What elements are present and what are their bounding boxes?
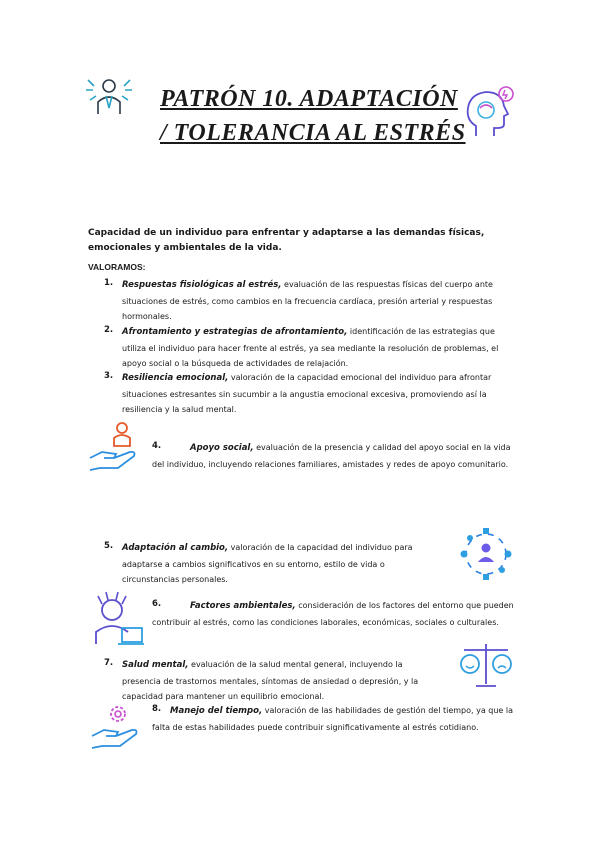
item-heading: Factores ambientales, [190, 601, 296, 611]
item-text: valoración de la capacidad emocional del individuo para afrontar situaciones estresantes sin sucumbir a la angustia emocional excesiva, promoviendo así la resiliencia y la salud mental. [122, 373, 492, 414]
item-number: 8. [152, 704, 162, 714]
stressed-worker-icon [86, 588, 146, 646]
item-text: evaluación de la salud mental general, incluyendo la presencia de trastornos mentales, síntomas de ansiedad o depresión, y la capacidad para mantener un equilibrio emocional. [122, 660, 419, 701]
list-item [122, 324, 514, 372]
item-number: 3. [104, 371, 114, 381]
item-text: valoración de las habilidades de gestión del tiempo, ya que la falta de estas habilidades puede contribuir significativamente al estrés cotidiano. [152, 706, 514, 732]
people-network-icon [456, 524, 516, 584]
list-item [122, 540, 432, 588]
item-heading: Adaptación al cambio, [122, 543, 229, 553]
hand-gear-time-icon [88, 702, 148, 750]
item-number: 2. [104, 325, 114, 335]
item-text: consideración de los factores del entorno que pueden contribuir al estrés, como las condiciones laborales, económicas, sociales o culturales. [152, 601, 514, 627]
list-item [152, 598, 514, 630]
list-item [152, 440, 512, 472]
emotional-balance-scale-icon [456, 640, 516, 692]
list-item [122, 277, 514, 325]
title-line-2: / TOLERANCIA AL ESTRÉS [160, 120, 466, 146]
item-number: 7. [104, 658, 114, 668]
item-heading: Afrontamiento y estrategias de afrontamiento, [122, 327, 348, 337]
item-text: identificación de las estrategias que utiliza el individuo para hacer frente al estrés, ya sea mediante la resolución de problemas, el apoyo social o la búsqueda de actividades de relajación. [122, 327, 499, 368]
item-text: evaluación de la presencia y calidad del apoyo social en la vida del individuo, incluyendo relaciones familiares, amistades y redes de apoyo comunitario. [152, 443, 511, 469]
list-item [122, 657, 440, 705]
valoramos-label: VALORAMOS: [88, 262, 146, 272]
list-item [122, 370, 514, 418]
item-heading: Respuestas fisiológicas al estrés, [122, 280, 282, 290]
item-number: 6. [152, 599, 162, 609]
head-brain-icon [458, 84, 516, 142]
item-heading: Salud mental, [122, 660, 189, 670]
hand-support-icon [86, 418, 146, 474]
item-number: 5. [104, 541, 114, 551]
item-number: 4. [152, 441, 162, 451]
stressed-person-icon [84, 74, 134, 118]
item-number: 1. [104, 278, 114, 288]
item-heading: Resiliencia emocional, [122, 373, 229, 383]
item-text: evaluación de las respuestas físicas del cuerpo ante situaciones de estrés, como cambios en la frecuencia cardíaca, presión arterial y respuestas hormonales. [122, 280, 493, 321]
item-text: valoración de la capacidad del individuo para adaptarse a cambios significativos en su entorno, estilo de vida o circunstancias personales. [122, 543, 413, 584]
intro-paragraph: Capacidad de un individuo para enfrentar y adaptarse a las demandas físicas, emocionales y ambientales de la vida. [88, 228, 485, 253]
item-heading: Apoyo social, [190, 443, 254, 453]
list-item [152, 703, 514, 735]
title-line-1: PATRÓN 10. ADAPTACIÓN [160, 86, 458, 112]
item-heading: Manejo del tiempo, [170, 706, 263, 716]
